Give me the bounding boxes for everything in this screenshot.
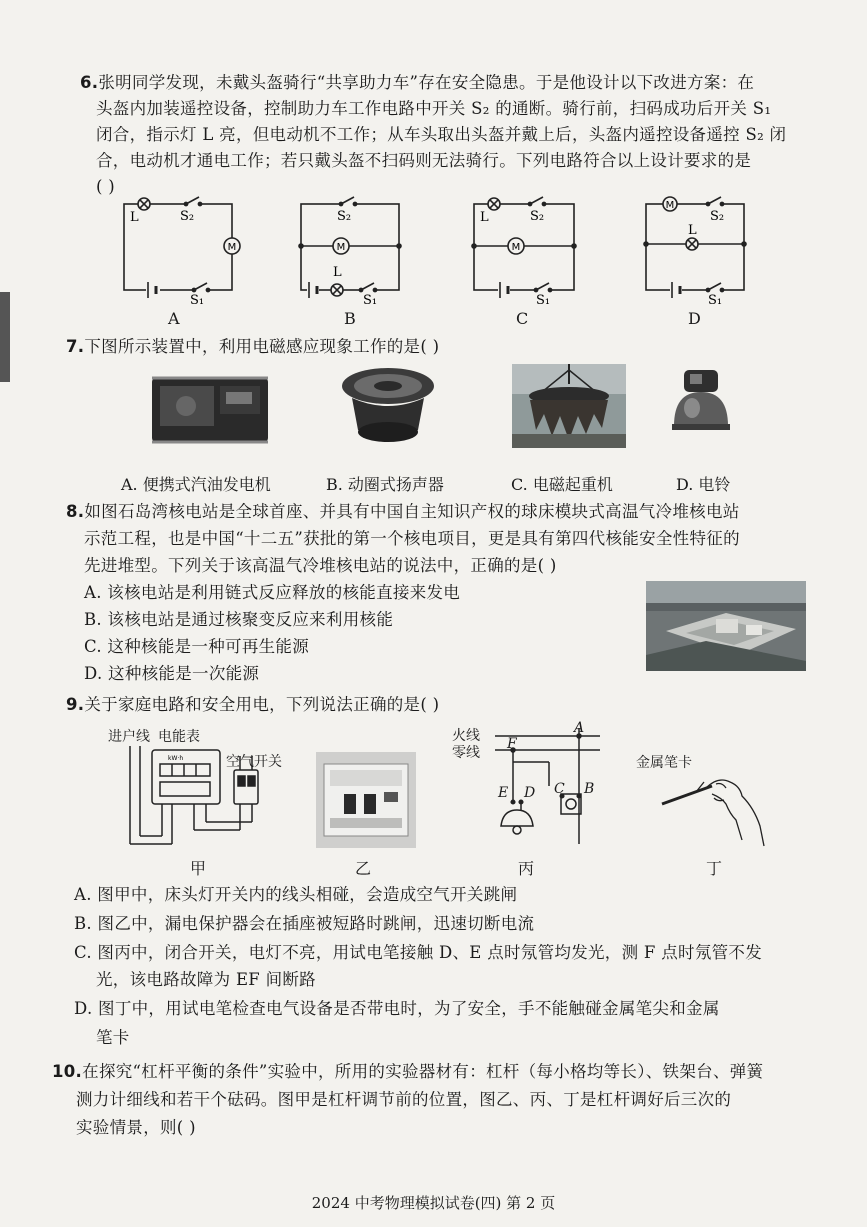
q6-line4: 合，电动机才通电工作；若只戴头盔不扫码则无法骑行。下列电路符合以上设计要求的是 [96, 151, 752, 170]
caption-yi: 乙 [355, 859, 372, 878]
q9-option-c-line2: 光，该电路故障为 EF 间断路 [96, 970, 316, 989]
q8-option-d: D. 这种核能是一次能源 [84, 664, 260, 683]
q9-option-d-line2: 笔卡 [96, 1028, 130, 1047]
incoming-line-label: 进户线 [108, 729, 150, 745]
scan-edge-mark [0, 292, 10, 382]
circuit-d-caption: D [688, 309, 701, 328]
point-a-label: A [574, 720, 585, 736]
svg-text:S₂: S₂ [180, 209, 195, 224]
svg-text:M: M [665, 200, 675, 211]
q9-option-c-line1: C. 图丙中，闭合开关，电灯不亮，用试电笔接触 D、E 点时氖管均发光，测 F 点时氖管不发 [74, 943, 763, 962]
electric-bell-image [668, 366, 734, 450]
q6-line1: 6.张明同学发现，未戴头盔骑行“共享助力车”存在安全隐患。于是他设计以下改进方案：在 [80, 73, 755, 92]
neutral-wire-label: 零线 [452, 745, 480, 761]
figure-ding-test-pen [656, 768, 770, 848]
caption-jia: 甲 [190, 859, 207, 878]
q9-option-b: B. 图乙中，漏电保护器会在插座被短路时跳闸，迅速切断电流 [74, 914, 535, 933]
svg-text:S₁: S₁ [363, 293, 378, 308]
circuit-b-diagram [295, 196, 420, 306]
svg-text:L: L [688, 223, 697, 238]
q8-line3: 先进堆型。下列关于该高温气冷堆核电站的说法中，正确的是( ) [84, 556, 557, 575]
q6-answer-paren: ( ) [96, 177, 116, 196]
circuit-c-caption: C [516, 309, 529, 328]
circuit-b-caption: B [344, 309, 356, 328]
q8-option-b: B. 该核电站是通过核聚变反应来利用核能 [84, 610, 394, 629]
q7-option-b: B. 动圈式扬声器 [326, 475, 444, 494]
q10-line1: 10.在探究“杠杆平衡的条件”实验中，所用的实验器材有：杠杆（每小格均等长）、铁架台、弹簧 [52, 1062, 764, 1081]
q9-option-a: A. 图甲中，床头灯开关内的线头相碰，会造成空气开关跳闸 [74, 885, 518, 904]
caption-ding: 丁 [706, 859, 723, 878]
caption-bing: 丙 [518, 859, 535, 878]
q8-line2: 示范工程，也是中国“十二五”获批的第一个核电项目，更是具有第四代核能安全性特征的 [84, 529, 740, 548]
svg-text:S₁: S₁ [708, 293, 723, 308]
q10-line3: 实验情景，则( ) [76, 1118, 196, 1137]
figure-yi-breaker-photo [316, 752, 416, 848]
q8-option-a: A. 该核电站是利用链式反应释放的核能直接来发电 [84, 583, 461, 602]
point-d-label: D [524, 785, 536, 801]
q8-option-c: C. 这种核能是一种可再生能源 [84, 637, 310, 656]
q7-option-a: A. 便携式汽油发电机 [121, 475, 271, 494]
q8-line1: 8.如图石岛湾核电站是全球首座、并具有中国自主知识产权的球床模块式高温气冷堆核电站 [66, 502, 740, 521]
svg-text:S₁: S₁ [190, 293, 205, 308]
metal-clip-label: 金属笔卡 [636, 755, 692, 771]
q7-stem: 7.下图所示装置中，利用电磁感应现象工作的是( ) [66, 337, 440, 356]
point-e-label: E [498, 785, 509, 801]
q9-option-d-line1: D. 图丁中，用试电笔检查电气设备是否带电时，为了安全，手不能触碰金属笔尖和金属 [74, 999, 720, 1018]
svg-text:S₁: S₁ [536, 293, 551, 308]
q6-line2: 头盔内加装遥控设备，控制助力车工作电路中开关 S₂ 的通断。骑行前，扫码成功后开关 S₁ [96, 99, 772, 118]
circuit-a-diagram [118, 196, 243, 306]
nuclear-plant-photo [646, 581, 806, 671]
circuit-a-caption: A [168, 309, 180, 328]
svg-text:S₂: S₂ [337, 209, 352, 224]
q9-stem: 9.关于家庭电路和安全用电，下列说法正确的是( ) [66, 695, 440, 714]
crane-magnet-image [512, 364, 626, 448]
q10-line2: 测力计细线和若干个砝码。图甲是杠杆调节前的位置，图乙、丙、丁是杠杆调好后三次的 [76, 1090, 732, 1109]
q6-line3: 闭合，指示灯 L 亮，但电动机不工作；从车头取出头盔并戴上后，头盔内遥控设备遥控 S₂ 闭 [96, 125, 787, 144]
svg-text:L: L [480, 210, 489, 225]
svg-text:kW·h: kW·h [168, 755, 184, 762]
svg-text:L: L [130, 210, 139, 225]
point-c-label: C [554, 781, 565, 797]
circuit-c-diagram [468, 196, 593, 306]
generator-image [150, 370, 270, 445]
meter-label: 电能表 [158, 729, 200, 745]
speaker-image [338, 364, 438, 450]
q7-option-c: C. 电磁起重机 [511, 475, 613, 494]
svg-text:M: M [336, 242, 346, 253]
motor-label: M [227, 242, 237, 253]
point-b-label: B [584, 781, 595, 797]
page-footer: 2024 中考物理模拟试卷(四) 第 2 页 [311, 1194, 556, 1212]
q7-option-d: D. 电铃 [676, 475, 731, 494]
svg-text:S₂: S₂ [710, 209, 725, 224]
circuit-d-diagram [640, 196, 765, 306]
svg-text:S₂: S₂ [530, 209, 545, 224]
breaker-label: 空气开关 [226, 754, 282, 770]
live-wire-label: 火线 [452, 728, 480, 744]
point-f-label: F [507, 736, 517, 752]
svg-text:L: L [333, 265, 342, 280]
svg-text:M: M [511, 242, 521, 253]
